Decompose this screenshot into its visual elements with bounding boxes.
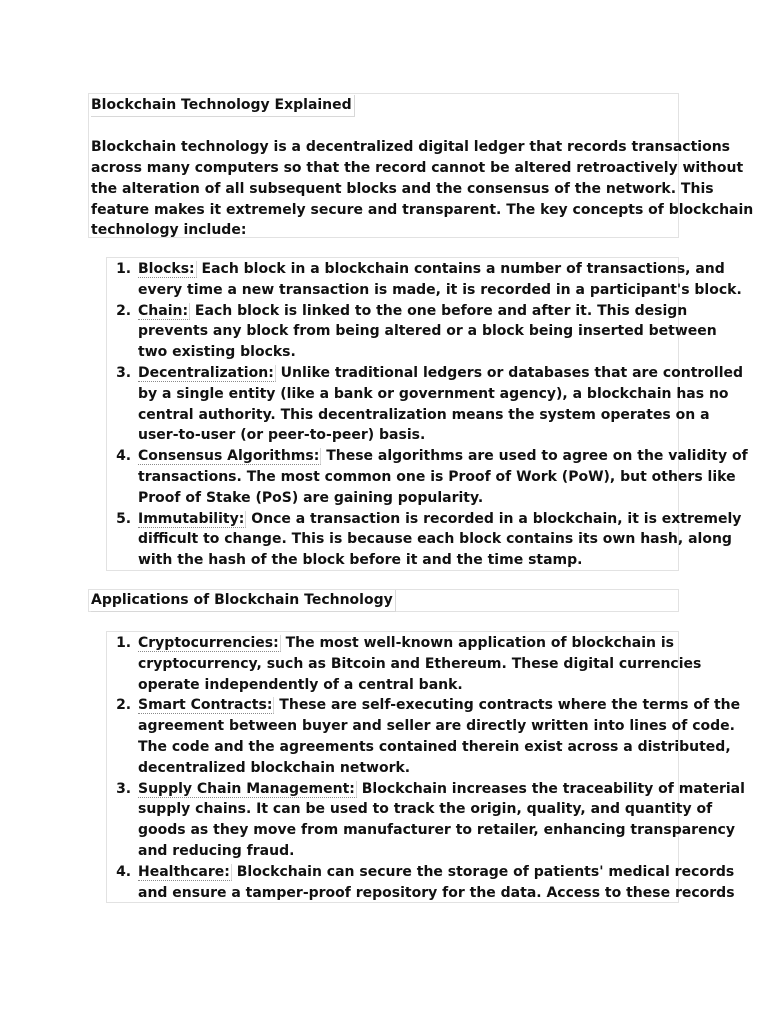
item-line: and ensure a tamper-proof repository for the data. Access to these records bbox=[138, 884, 735, 901]
item-line: difficult to change. This is because each block contains its own hash, along bbox=[138, 531, 732, 548]
item-line: by a single entity (like a bank or government agency), a blockchain has no bbox=[138, 385, 729, 402]
intro-line: technology include: bbox=[91, 222, 247, 239]
intro-section bbox=[88, 93, 754, 239]
list-item-chain bbox=[136, 301, 717, 363]
item-line: Proof of Stake (PoS) are gaining popularity. bbox=[138, 489, 484, 506]
item-line: two existing blocks. bbox=[138, 344, 296, 361]
item-line: with the hash of the block before it and the time stamp. bbox=[138, 552, 583, 569]
item-line: operate independently of a central bank. bbox=[138, 676, 463, 693]
item-line: The code and the agreements contained therein exist across a distributed, bbox=[138, 738, 731, 755]
list-item-decentralization bbox=[136, 363, 744, 446]
term-label: Immutability: bbox=[138, 510, 245, 527]
list-item-supply-chain-management bbox=[136, 779, 745, 862]
key-concepts-list bbox=[106, 257, 748, 571]
term-label: Blocks: bbox=[138, 261, 195, 277]
item-line: supply chains. It can be used to track the origin, quality, and quantity of bbox=[138, 801, 713, 818]
item-line: goods as they move from manufacturer to retailer, enhancing transparency bbox=[138, 822, 735, 839]
term-label: Healthcare: bbox=[138, 863, 230, 880]
item-line: Unlike traditional ledgers or databases that are controlled bbox=[275, 364, 744, 381]
term-label: Smart Contracts: bbox=[138, 697, 273, 714]
item-line: Blockchain increases the traceability of material bbox=[356, 780, 745, 797]
intro-line: Blockchain technology is a decentralized digital ledger that records transactions bbox=[91, 139, 730, 156]
applications-heading: Applications of Blockchain Technology bbox=[91, 590, 396, 612]
item-line: every time a new transaction is made, it is recorded in a participant's block. bbox=[138, 281, 742, 298]
intro-line: feature makes it extremely secure and transparent. The key concepts of blockchain bbox=[91, 201, 754, 218]
item-line: The most well-known application of blockchain is bbox=[280, 635, 674, 651]
item-line: prevents any block from being altered or a block being inserted between bbox=[138, 323, 717, 340]
item-line: user-to-user (or peer-to-peer) basis. bbox=[138, 427, 426, 444]
list-item-immutability bbox=[136, 509, 742, 571]
term-label: Decentralization: bbox=[138, 364, 274, 381]
list-item-blocks bbox=[136, 259, 742, 301]
item-line: central authority. This decentralization means the system operates on a bbox=[138, 406, 710, 423]
item-line: Blockchain can secure the storage of patients' medical records bbox=[231, 863, 735, 880]
item-line: Once a transaction is recorded in a blockchain, it is extremely bbox=[246, 510, 742, 527]
item-line: decentralized blockchain network. bbox=[138, 759, 411, 776]
term-label: Consensus Algorithms: bbox=[138, 448, 320, 465]
item-line: These are self-executing contracts where the terms of the bbox=[274, 697, 741, 714]
term-label: Cryptocurrencies: bbox=[138, 635, 279, 651]
item-line: cryptocurrency, such as Bitcoin and Ethereum. These digital currencies bbox=[138, 655, 702, 672]
intro-line: the alteration of all subsequent blocks and the consensus of the network. This bbox=[91, 180, 714, 197]
intro-line: across many computers so that the record cannot be altered retroactively without bbox=[91, 160, 744, 177]
item-line: These algorithms are used to agree on the validity of bbox=[321, 448, 748, 465]
list-item-healthcare bbox=[136, 862, 735, 904]
document-title: Blockchain Technology Explained bbox=[91, 95, 355, 117]
item-line: agreement between buyer and seller are directly written into lines of code. bbox=[138, 718, 735, 735]
term-label: Chain: bbox=[138, 302, 189, 319]
item-line: Each block is linked to the one before and after it. This design bbox=[190, 302, 688, 319]
list-item-cryptocurrencies bbox=[136, 633, 702, 695]
item-line: transactions. The most common one is Proof of Work (PoW), but others like bbox=[138, 468, 736, 485]
applications-list bbox=[106, 631, 745, 903]
list-item-smart-contracts bbox=[136, 695, 741, 778]
item-line: Each block in a blockchain contains a number of transactions, and bbox=[196, 261, 725, 277]
intro-paragraph bbox=[91, 137, 754, 241]
item-line: and reducing fraud. bbox=[138, 842, 295, 859]
applications-heading-box bbox=[88, 589, 679, 612]
list-item-consensus-algorithms bbox=[136, 446, 748, 508]
term-label: Supply Chain Management: bbox=[138, 780, 355, 797]
